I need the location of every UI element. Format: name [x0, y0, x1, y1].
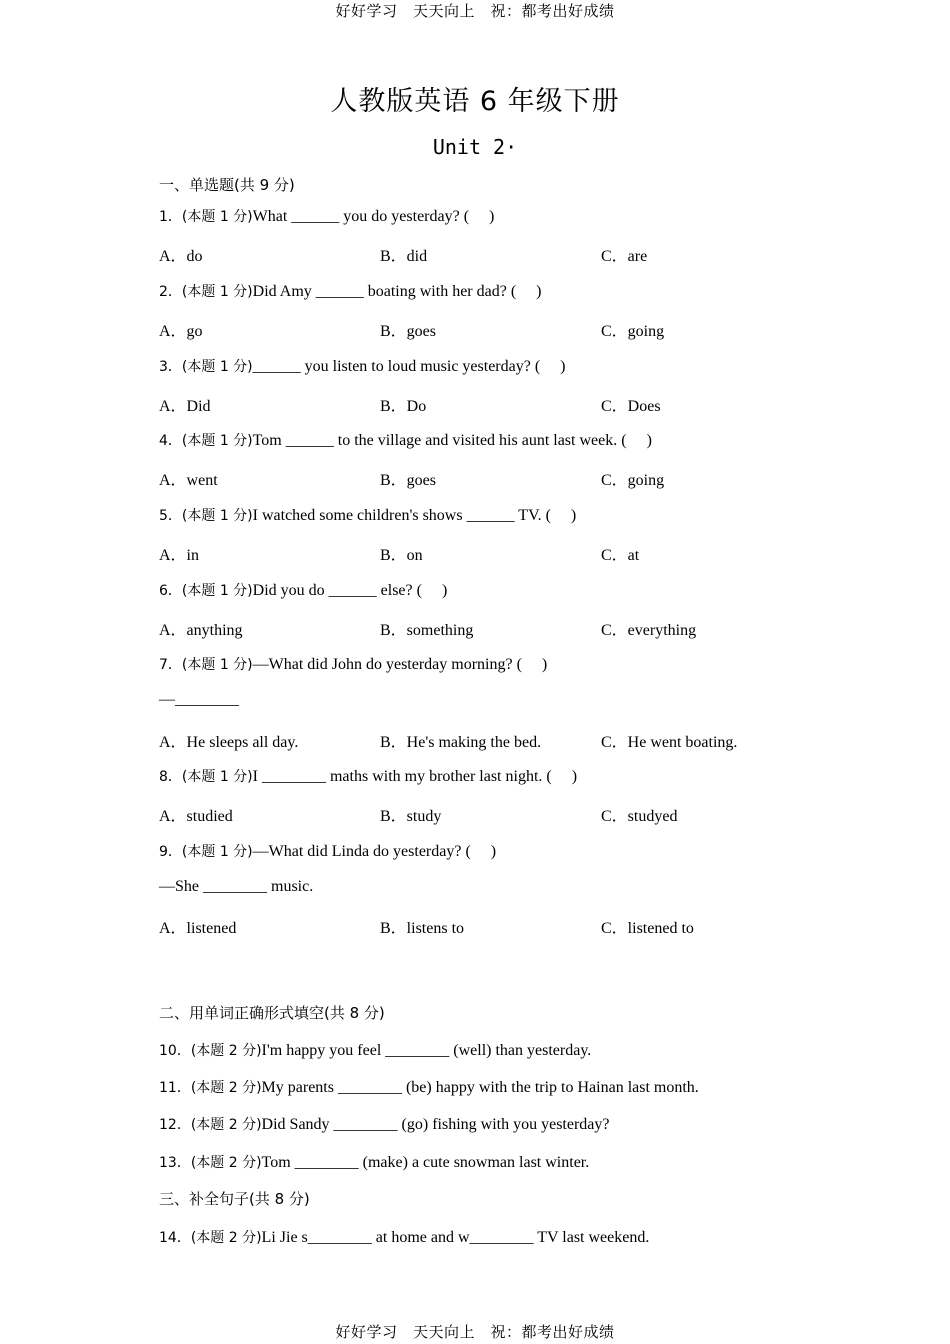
question-text: Did Sandy ________ (go) fishing with you yesterday?: [261, 1116, 610, 1133]
question-4: [159, 430, 652, 450]
question-text: Tom ________ (make) a cute snowman last winter.: [261, 1154, 590, 1171]
question-number: 12．(本题 2 分): [159, 1117, 262, 1133]
option-5a: A．in: [159, 547, 200, 564]
option-8a: A．studied: [159, 808, 233, 825]
question-number: 9．(本题 1 分): [159, 844, 253, 860]
option-7c: C．He went boating.: [601, 734, 738, 751]
question-number: 5．(本题 1 分): [159, 508, 253, 524]
option-8b: B．study: [380, 808, 442, 825]
question-number: 10．(本题 2 分): [159, 1043, 262, 1059]
question-number: 2．(本题 1 分): [159, 284, 253, 300]
question-9: [159, 841, 496, 861]
question-number: 13．(本题 2 分): [159, 1155, 262, 1171]
section-heading-2: 二、用单词正确形式填空(共 8 分): [159, 1004, 385, 1022]
question-14: [159, 1227, 649, 1247]
option-6b: B．something: [380, 622, 474, 639]
question-5: [159, 505, 576, 525]
option-1b: B．did: [380, 248, 428, 265]
option-4c: C．going: [601, 472, 665, 489]
question-text: I ________ maths with my brother last night. ( ): [252, 768, 578, 785]
question-number: 8．(本题 1 分): [159, 769, 253, 785]
option-4b: B．goes: [380, 472, 437, 489]
option-2a: A．go: [159, 323, 203, 340]
option-1c: C．are: [601, 248, 648, 265]
question-text: —What did Linda do yesterday? ( ): [252, 843, 497, 860]
question-text: I watched some children's shows ______ TV. ( ): [252, 507, 577, 524]
question-text: Did Amy ______ boating with her dad? ( ): [252, 283, 542, 300]
page-header: 好好学习 天天向上 祝：都考出好成绩: [335, 2, 615, 20]
unit-subtitle: Unit 2·: [432, 135, 518, 159]
option-2b: B．goes: [380, 323, 437, 340]
option-9a: A．listened: [159, 920, 237, 937]
option-7b: B．He's making the bed.: [380, 734, 542, 751]
option-1a: A．do: [159, 248, 203, 265]
question-13: [159, 1152, 589, 1172]
option-5c: C．at: [601, 547, 640, 564]
question-text: Li Jie s________ at home and w________ TV last weekend.: [261, 1229, 650, 1246]
question-3: [159, 356, 565, 376]
section-heading-3: 三、补全句子(共 8 分): [159, 1190, 310, 1208]
page-footer: 好好学习 天天向上 祝：都考出好成绩: [335, 1323, 615, 1341]
option-5b: B．on: [380, 547, 423, 564]
question-12: [159, 1114, 610, 1134]
question-1: [159, 206, 494, 226]
question-2: [159, 281, 541, 301]
question-number: 4．(本题 1 分): [159, 433, 253, 449]
document-title: 人教版英语 6 年级下册: [330, 86, 620, 117]
option-3b: B．Do: [380, 398, 427, 415]
question-number: 14．(本题 2 分): [159, 1230, 262, 1246]
question-8: [159, 766, 577, 786]
option-9b: B．listens to: [380, 920, 465, 937]
option-7a: A．He sleeps all day.: [159, 734, 299, 751]
question-text: Did you do ______ else? ( ): [252, 582, 448, 599]
question-number: 3．(本题 1 分): [159, 359, 253, 375]
question-7: [159, 654, 547, 674]
question-text: ______ you listen to loud music yesterday? ( ): [252, 358, 566, 375]
option-3a: A．Did: [159, 398, 211, 415]
question-text: Tom ______ to the village and visited his aunt last week. ( ): [252, 432, 652, 449]
option-6c: C．everything: [601, 622, 697, 639]
question-number: 11．(本题 2 分): [159, 1080, 262, 1096]
question-text: My parents ________ (be) happy with the trip to Hainan last month.: [261, 1079, 699, 1096]
option-9c: C．listened to: [601, 920, 694, 937]
question-9-answer-line: —She ________ music.: [159, 878, 314, 895]
option-6a: A．anything: [159, 622, 243, 639]
question-number: 7．(本题 1 分): [159, 657, 253, 673]
option-8c: C．studyed: [601, 808, 678, 825]
section-heading-1: 一、单选题(共 9 分): [159, 176, 295, 194]
question-6: [159, 580, 447, 600]
option-2c: C．going: [601, 323, 665, 340]
question-11: [159, 1077, 699, 1097]
question-number: 6．(本题 1 分): [159, 583, 253, 599]
question-10: [159, 1040, 591, 1060]
question-7-answer-line: —________: [159, 691, 239, 708]
question-number: 1．(本题 1 分): [159, 209, 253, 225]
option-3c: C．Does: [601, 398, 661, 415]
question-text: —What did John do yesterday morning? ( ): [252, 656, 548, 673]
question-text: I'm happy you feel ________ (well) than yesterday.: [261, 1042, 592, 1059]
option-4a: A．went: [159, 472, 218, 489]
question-text: What ______ you do yesterday? ( ): [252, 208, 495, 225]
